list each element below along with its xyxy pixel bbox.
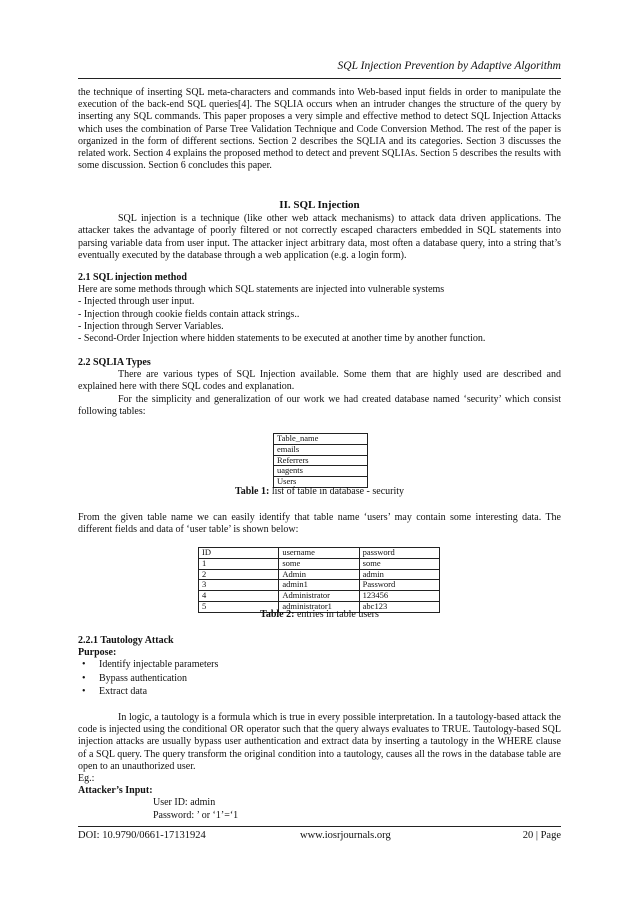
- table-cell: some: [359, 558, 439, 569]
- between-tables-paragraph: From the given table name we can easily identify that table name ‘users’ may contain some interesting data. The different fields and data of ‘user table’ is shown below:: [78, 512, 561, 536]
- table-cell: admin1: [279, 580, 359, 591]
- table-row: [199, 558, 440, 569]
- users-table: [198, 547, 440, 613]
- table-cell: 4: [199, 591, 279, 602]
- table-cell: Administrator: [279, 591, 359, 602]
- intro-paragraph: the technique of inserting SQL meta-characters and commands into Web-based input fields in order to manipulate the execution of the back-end SQL queries[4]. The SQLIA occurs when an intruder changes the structure of the query by inserting any SQL commands. This paper proposes a very simple and effective method to detect SQL Injection Attacks which uses the combination of Parse Tree Validation Technique and Code Conversion Method. The rest of the paper is organized in the form of different sections. Section 2 describes the SQLIA and its categories. Section 3 discusses the related work. Section 4 explains the proposed method to detect and prevent SQLIAs. Section 5 describes the results with some discussion. Section 6 concludes this paper.: [78, 87, 561, 172]
- list-item: • Identify injectable parameters: [99, 659, 561, 671]
- table-cell: Users: [274, 477, 368, 488]
- running-header: SQL Injection Prevention by Adaptive Algorithm: [337, 60, 561, 72]
- list-item: - Second-Order Injection where hidden statements to be executed at another time by another function.: [78, 333, 486, 345]
- types-paragraph: There are various types of SQL Injection available. Some them that are highly used are described and explained here with there SQL codes and explanation.: [78, 369, 561, 393]
- page-number: 20 | Page: [522, 830, 561, 841]
- purpose-list: [78, 659, 561, 698]
- subsection-heading: 2.2.1 Tautology Attack: [78, 635, 174, 646]
- table-cell: 5: [199, 601, 279, 612]
- table-row: [274, 455, 368, 466]
- footer-rule: [78, 826, 561, 827]
- input-line: User ID: admin: [153, 797, 216, 809]
- journal-site: www.iosrjournals.org: [300, 830, 391, 841]
- example-label: Eg.:: [78, 773, 95, 785]
- caption-label: Table 2:: [260, 609, 295, 620]
- table-cell: Table_name: [274, 434, 368, 445]
- header-rule: [78, 78, 561, 79]
- table-cell: 1: [199, 558, 279, 569]
- intro-block: [78, 87, 561, 172]
- table-cell: ID: [199, 548, 279, 559]
- table-cell: password: [359, 548, 439, 559]
- table-cell: uagents: [274, 466, 368, 477]
- section-heading: II. SQL Injection: [279, 199, 360, 211]
- table-row: [274, 434, 368, 445]
- table-cell: abc123: [359, 601, 439, 612]
- section-2: [78, 199, 561, 262]
- table-cell: Admin: [279, 569, 359, 580]
- security-paragraph: For the simplicity and generalization of our work we had created database named ‘security’ which consist following tables:: [78, 393, 561, 417]
- table-cell: Password: [359, 580, 439, 591]
- table-row: [199, 548, 440, 559]
- section-2-2: [78, 357, 561, 418]
- table-row: [199, 591, 440, 602]
- table-cell: 123456: [359, 591, 439, 602]
- table-cell: username: [279, 548, 359, 559]
- list-item: • Bypass authentication: [99, 673, 561, 685]
- table-row: [199, 569, 440, 580]
- method-list: [78, 296, 561, 345]
- list-item: - Injected through user input.: [78, 296, 195, 308]
- table-cell: 3: [199, 580, 279, 591]
- subsection-heading: 2.2 SQLIA Types: [78, 357, 151, 368]
- table-row: [274, 444, 368, 455]
- table-1-caption: [78, 486, 561, 497]
- table-row: [199, 580, 440, 591]
- section-2-2-1: [78, 635, 561, 822]
- caption-text: entries in table users: [294, 609, 379, 620]
- table-cell: Referrers: [274, 455, 368, 466]
- tables-list-table: [273, 433, 368, 488]
- purpose-label: Purpose:: [78, 647, 117, 659]
- section-2-1: [78, 272, 561, 345]
- between-tables-block: [78, 512, 561, 536]
- table-cell: some: [279, 558, 359, 569]
- table-cell: administrator1: [279, 601, 359, 612]
- table-cell: emails: [274, 444, 368, 455]
- list-item: - Injection through Server Variables.: [78, 320, 224, 332]
- attacker-input-label: Attacker’s Input:: [78, 785, 153, 797]
- tautology-paragraph: In logic, a tautology is a formula which is true in every possible interpretation. In a tautology-based attack the code is injected using the conditional OR operator such that the query always evaluates to TRUE. Tautology-based SQL injection attacks are usually bypass user authentication and extract data by inserting a tautology in the WHERE clause of a SQL query. The query transform the original condition into a tautology, causes all the rows in the database table are open to an unauthorized user.: [78, 712, 561, 772]
- doi-text: DOI: 10.9790/0661-17131924: [78, 830, 206, 841]
- section-paragraph: SQL injection is a technique (like other web attack mechanisms) to attack data driven applications. The attacker takes the advantage of poorly filtered or not correctly escaped characters embedded in SQL statements into parsing variable data from user input. The attacker inject arbitrary data, most often a database query, into a string that’s eventually executed by the database through a web application (e.g. a login form).: [78, 213, 561, 261]
- caption-text: list of table in database - security: [269, 486, 405, 497]
- method-intro: Here are some methods through which SQL statements are injected into vulnerable systems: [78, 284, 445, 296]
- table-2-caption: [78, 609, 561, 620]
- caption-label: Table 1:: [234, 486, 270, 497]
- table-row: [274, 466, 368, 477]
- list-item: - Injection through cookie fields contain attack strings..: [78, 308, 300, 320]
- input-line: Password: ’ or ‘1’=‘1: [153, 809, 239, 821]
- subsection-heading: 2.1 SQL injection method: [78, 272, 187, 283]
- table-cell: 2: [199, 569, 279, 580]
- table-cell: admin: [359, 569, 439, 580]
- list-item: • Extract data: [99, 686, 561, 698]
